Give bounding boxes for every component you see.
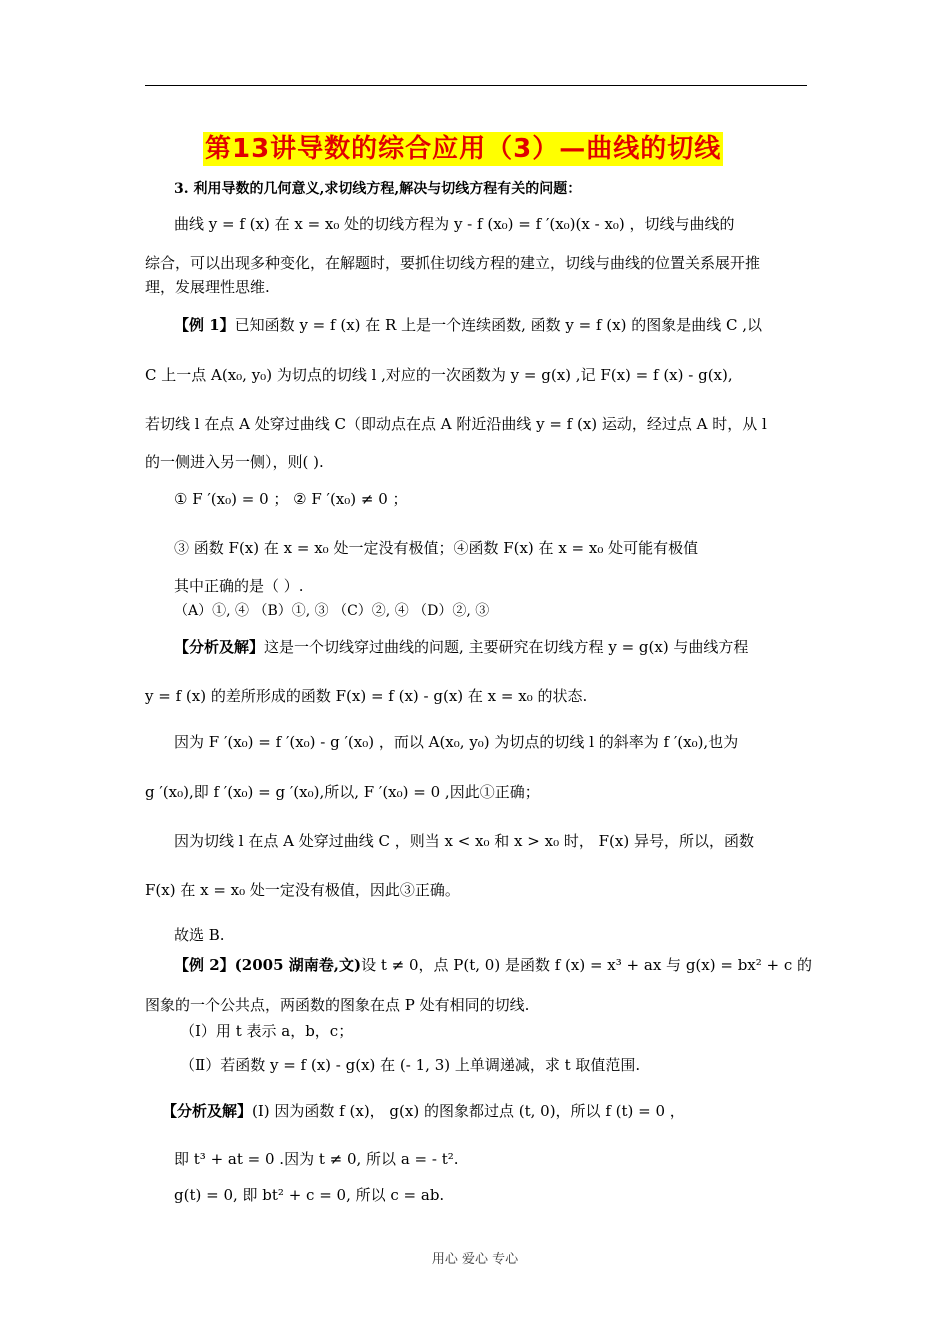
page-footer: 用心 爱心 专心 <box>431 1252 519 1267</box>
intro-line-1: 曲线 y = f (x) 在 x = x₀ 处的切线方程为 y - f (x₀) = f ′(x₀)(x - x₀) ，切线与曲线的 <box>174 215 735 233</box>
intro-line-2: 综合，可以出现多种变化，在解题时，要抓住切线方程的建立，切线与曲线的位置关系展开推 <box>145 254 761 272</box>
example-1-line-1: 【例 1】已知函数 y = f (x) 在 R 上是一个连续函数, 函数 y = f (x) 的图象是曲线 C ,以 <box>174 316 763 334</box>
example-2-label: 【例 2】 <box>174 956 235 974</box>
example-1-line-2: C 上一点 A(x₀, y₀) 为切点的切线 l ,对应的一次函数为 y = g(x) ,记 F(x) = f (x) - g(x), <box>145 366 733 384</box>
solution-1-line-1: 【分析及解】这是一个切线穿过曲线的问题, 主要研究在切线方程 y = g(x) 与曲线方程 <box>174 638 749 656</box>
example-1-line-4: 的一侧进入另一侧），则( ). <box>145 453 324 471</box>
example-2-line-2: 图象的一个公共点，两函数的图象在点 P 处有相同的切线. <box>145 996 530 1014</box>
header-rule <box>145 85 807 86</box>
example-1-options-34: ③ 函数 F(x) 在 x = x₀ 处一定没有极值；④函数 F(x) 在 x = x₀ 处可能有极值 <box>174 539 699 557</box>
solution-1-line-4: g ′(x₀),即 f ′(x₀) = g ′(x₀),所以, F ′(x₀) = 0 ,因此①正确； <box>145 783 540 801</box>
example-2-line-1: 【例 2】(2005 湖南卷,文)设 t ≠ 0，点 P(t, 0) 是函数 f (x) = x³ + ax 与 g(x) = bx² + c 的 <box>174 956 813 974</box>
solution-1-label: 【分析及解】 <box>174 638 265 656</box>
intro-line-3: 理，发展理性思维. <box>145 278 270 296</box>
solution-2-label: 【分析及解】 <box>162 1102 253 1120</box>
example-2-part-2: （Ⅱ）若函数 y = f (x) - g(x) 在 (- 1, 3) 上单调递减，求 t 取值范围. <box>180 1056 641 1074</box>
solution-1-line-2: y = f (x) 的差所形成的函数 F(x) = f (x) - g(x) 在 x = x₀ 的状态. <box>145 687 588 705</box>
example-1-question: 其中正确的是（ ）. <box>174 577 304 595</box>
solution-1-line-3: 因为 F ′(x₀) = f ′(x₀) - g ′(x₀) ，而以 A(x₀, y₀) 为切点的切线 l 的斜率为 f ′(x₀),也为 <box>174 733 739 751</box>
solution-2-line-2: 即 t³ + at = 0 .因为 t ≠ 0, 所以 a = - t². <box>174 1150 459 1168</box>
example-1-line-3: 若切线 l 在点 A 处穿过曲线 C（即动点在点 A 附近沿曲线 y = f (x) 运动，经过点 A 时，从 l <box>145 415 767 433</box>
example-2-part-1: （Ⅰ）用 t 表示 a，b，c； <box>180 1022 354 1040</box>
solution-1-line-7: 故选 B. <box>174 926 225 944</box>
example-1-choices: （A）①, ④ （B）①, ③ （C）②, ④ （D）②, ③ <box>174 603 490 619</box>
solution-1-line-5: 因为切线 l 在点 A 处穿过曲线 C ，则当 x < x₀ 和 x > x₀ 时， F(x) 异号，所以，函数 <box>174 832 754 850</box>
page-title: 第13讲导数的综合应用（3）—曲线的切线 <box>205 134 722 164</box>
section-heading: 3. 利用导数的几何意义,求切线方程,解决与切线方程有关的问题： <box>174 181 582 197</box>
example-1-label: 【例 1】 <box>174 316 235 334</box>
example-1-options-12: ① F ′(x₀) = 0 ； ② F ′(x₀) ≠ 0 ； <box>174 490 408 508</box>
solution-2-line-3: g(t) = 0, 即 bt² + c = 0, 所以 c = ab. <box>174 1186 445 1204</box>
example-2-source: (2005 湖南卷,文) <box>234 956 362 974</box>
solution-1-line-6: F(x) 在 x = x₀ 处一定没有极值，因此③正确。 <box>145 881 460 899</box>
solution-2-line-1: 【分析及解】(I) 因为函数 f (x)， g(x) 的图象都过点 (t, 0)，所以 f (t) = 0 ， <box>162 1102 685 1120</box>
